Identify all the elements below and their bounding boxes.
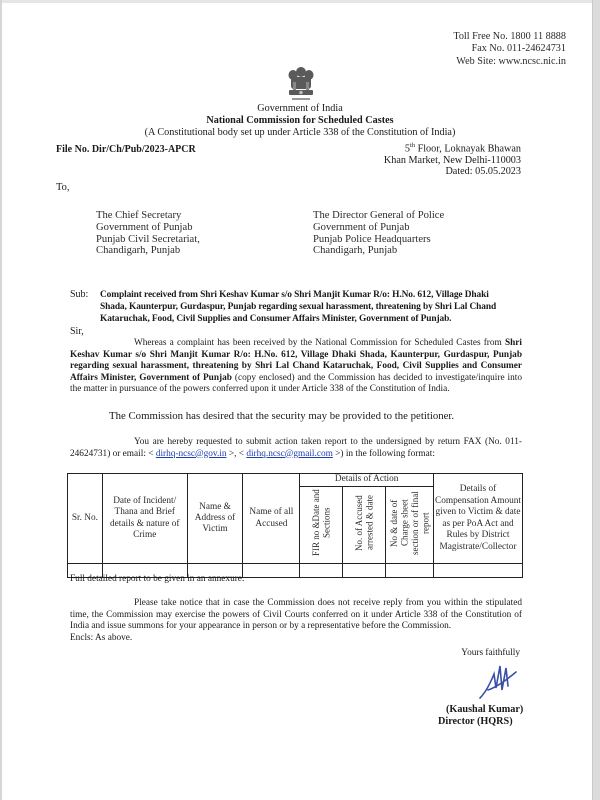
format-table [67,473,523,578]
subject-text: Complaint received from Shri Keshav Kumar s/o Shri Manjit Kumar R/o: H.No. 612, Village Dhaki Shada, Kaunterpur, Gurdaspur, Punjab regarding sexual harassment, threatening by Shri Lal Chand Kataruchak, Food, Civil Supplies and Consumer Affairs Minister, Government of Punjab. [100,290,497,324]
security-line: The Commission has desired that the security may be provided to the petitioner. [109,410,455,422]
recipient-dgp: The Director General of Police Government of Punjab Punjab Police Headquarters Chandigarh, Punjab [313,210,445,257]
file-number: File No. Dir/Ch/Pub/2023-APCR [56,144,196,155]
recipient-chief-secretary: The Chief Secretary Government of Punjab Punjab Civil Secretariat, Chandigarh, Punjab [96,210,200,257]
column-header: No. of Accused arrested & date [343,487,386,564]
notice-paragraph: Please take notice that in case the Commission does not receive reply from you within the stipulated time, the Commission may exercise the powers of Civil Courts conferred on it under Article 338 of the Constitution of India and issue summons for your appearance in person or by a representative before the Commission. [70,598,522,632]
page-frame-top [0,0,600,3]
salutation: Sir, [70,326,84,337]
column-header: No & date of Charge sheet section or of final report [386,487,434,564]
email-link-gmail[interactable]: dirhq.ncsc@gmail.com [246,448,333,459]
website: Web Site: www.ncsc.nic.in [456,55,566,67]
email-link-gov[interactable]: dirhq-ncsc@gov.in [155,448,227,459]
sender-address-line2: Khan Market, New Delhi-110003 [383,154,521,166]
constitutional-note: (A Constitutional body set up under Article 338 of the Constitution of India) [144,127,456,138]
signatory-designation: Director (HQRS) [438,716,513,727]
table-cell [243,564,300,578]
table-cell [343,564,386,578]
to-label: To, [56,182,70,193]
table-cell [386,564,434,578]
column-header: Name of all Accused [243,474,300,564]
enclosure-note: Encls: As above. [70,633,133,643]
body-paragraph-1: Whereas a complaint has been received by the National Commission for Scheduled Castes from Shri Keshav Kumar s/o Shri Manjit Kumar R/o: H.No. 612, Village Dhaki Shada, Kaunterpur, Gurdaspur, Punjab regarding sexual harassment, threatening by Shri Lal Chand Kataruchak, Food, Civil Supplies and Consumer Affairs Minister, Government of Punjab (copy enclosed) and the Commission has decided to investigate/inquire into the matter in pursuance of the powers conferred upon it under Article 338 of the Constitution of India. [70,338,522,395]
column-header: FIR no &Date and Sections [300,487,343,564]
column-header: Date of Incident/ Thana and Brief details & nature of Crime [102,474,187,564]
contact-info [453,31,566,68]
body-paragraph-2: You are hereby requested to submit action taken report to the undersigned by return FAX (No. 011- 24624731) or email: < dirhq-ncsc@gov.in >, < dirhq.ncsc@gmail.com >) in the following format: [70,437,522,459]
group-header-details-of-action: Details of Action [300,474,434,487]
table-cell [300,564,343,578]
letter-date: Dated: 05.05.2023 [445,166,521,178]
government-of-india: Government of India [257,103,343,114]
sender-address [384,140,521,178]
column-header: Sr. No. [68,474,103,564]
closing: Yours faithfully [461,648,520,658]
column-header: Details of Compensation Amount given to Victim & date as per PoA Act and Rules by District Magistrate/Collector [434,474,523,564]
signature-icon [476,662,526,704]
column-header: Name & Address of Victim [187,474,243,564]
annexure-note: Full detailed report to be given in an annexure. [70,574,245,584]
subject-label: Sub: [70,289,89,300]
table-cell [434,564,523,578]
fax-number: Fax No. 011-24624731 [471,43,566,55]
toll-free-number: Toll Free No. 1800 11 8888 [453,31,566,42]
signatory-name: (Kaushal Kumar) [446,704,524,715]
sender-address-line1: 5th Floor, Loknayak Bhawan [404,142,521,155]
commission-name: National Commission for Scheduled Castes [206,115,394,126]
national-emblem-icon [283,64,319,104]
